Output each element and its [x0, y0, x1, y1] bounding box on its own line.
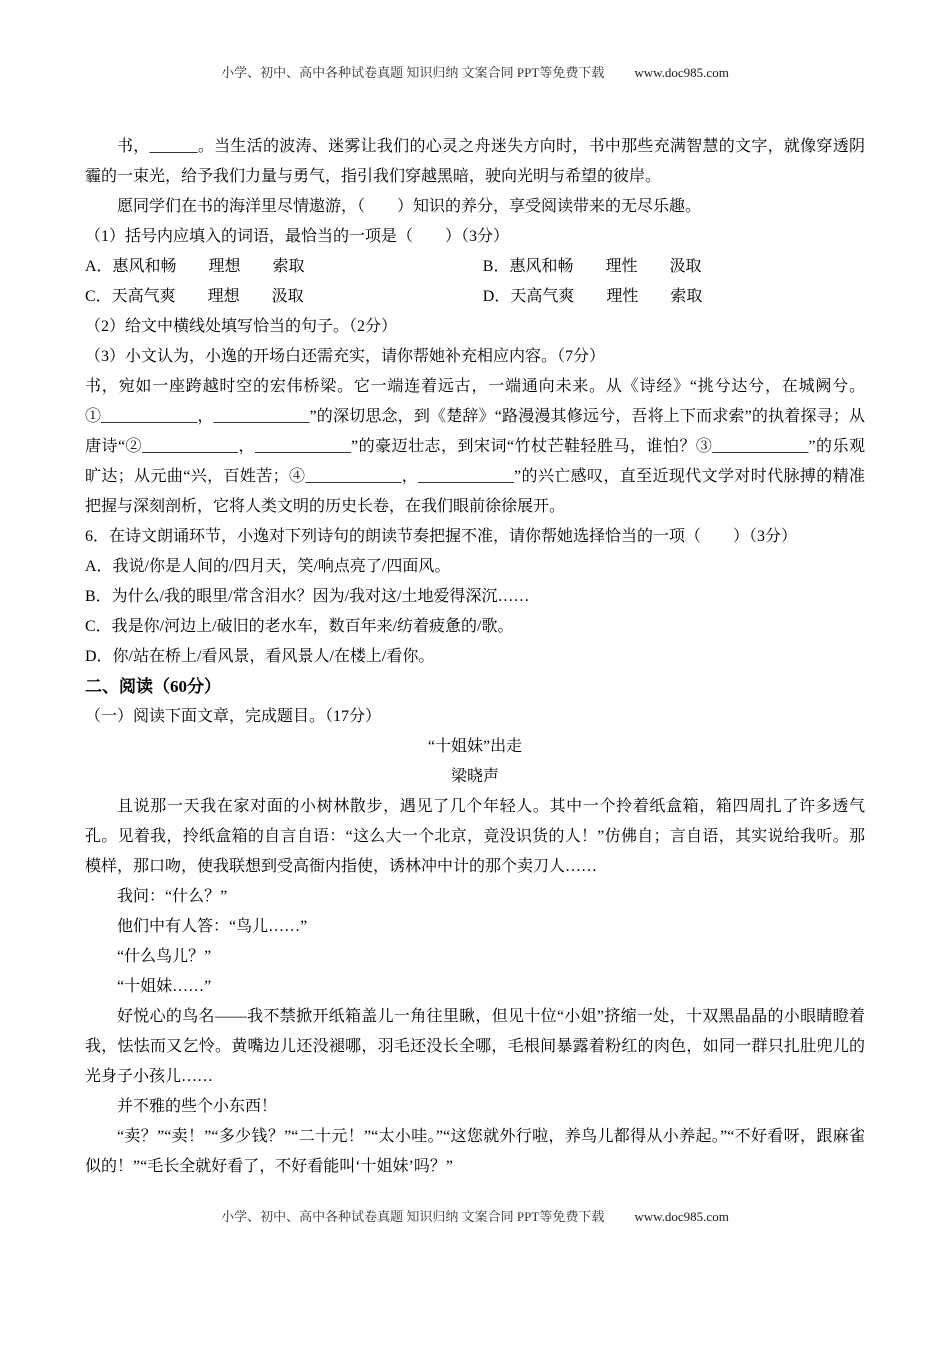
article-paragraph-3: 他们中有人答：“鸟儿……”	[117, 918, 308, 935]
intro-paragraph-1: 书，______。当生活的波涛、迷雾让我们的心灵之舟迷失方向时，书中那些充满智慧的文字，就像穿透阴霾的一束光，给予我们力量与勇气，指引我们穿越黑暗，驶向光明与希望的彼岸。	[85, 138, 865, 185]
article-paragraph-6: 好悦心的鸟名——我不禁掀开纸箱盖儿一角往里瞅，但见十位“小姐”挤缩一处，十双黑晶晶的小眼睛瞪着我，怯怯而又乞怜。黄嘴边儿还没褪哪，羽毛还没长全哪，毛根间暴露着粉红的肉色，如同一群只扎肚兜儿的光身子小孩儿……	[85, 1008, 865, 1085]
reading-section-intro: （一）阅读下面文章，完成题目。（17分）	[85, 708, 382, 725]
footer-text: 小学、初中、高中各种试卷真题 知识归纳 文案合同 PPT等免费下载	[221, 1209, 605, 1224]
question-6-prompt: 6．在诗文朗诵环节，小逸对下列诗句的朗读节奏把握不准，请你帮她选择恰当的一项（ ）（3分）	[85, 528, 798, 545]
question-6-option-a: A．我说/你是人间的/四月天，笑/响点亮了/四面风。	[85, 558, 451, 575]
question-6-option-c: C．我是你/河边上/破旧的老水车，数百年来/纺着疲惫的/歌。	[85, 618, 514, 635]
question-2-prompt: （2）给文中横线处填写恰当的句子。（2分）	[85, 318, 398, 335]
question-1-option-b: B．惠风和畅 理性 汲取	[482, 258, 702, 275]
page-header	[85, 64, 865, 82]
article-author: 梁晓声	[450, 768, 499, 785]
intro-paragraph-2: 愿同学们在书的海洋里尽情遨游，（ ）知识的养分，享受阅读带来的无尽乐趣。	[117, 198, 702, 215]
footer-url-link[interactable]: www.doc985.com	[634, 1209, 729, 1224]
question-1-options-row-2	[85, 282, 865, 312]
question-1-option-d: D．天高气爽 理性 索取	[482, 288, 703, 305]
question-1-option-a: A．惠风和畅 理想 索取	[85, 258, 305, 275]
article-paragraph-8: “卖？”“卖！”“多少钱？”“二十元！”“太小哇。”“这您就外行啦，养鸟儿都得从小养起。”“不好看呀，跟麻雀似的！”“毛长全就好看了，不好看能叫‘十姐妹’吗？”	[85, 1128, 865, 1175]
question-6-option-b: B．为什么/我的眼里/常含泪水？因为/我对这/土地爱得深沉……	[85, 588, 530, 605]
section-2-title: 二、阅读（60分）	[85, 677, 221, 696]
article-paragraph-4: “什么鸟儿？”	[117, 948, 212, 965]
question-1-prompt: （1）括号内应填入的词语，最恰当的一项是（ ）（3分）	[85, 228, 510, 245]
header-text: 小学、初中、高中各种试卷真题 知识归纳 文案合同 PPT等免费下载	[221, 65, 605, 80]
question-3-passage: 书，宛如一座跨越时空的宏伟桥梁。它一端连着远古，一端通向未来。从《诗经》“挑兮达兮，在城阙兮。①____________，____________”的深切思念，到《楚辞》“路漫漫其修远兮，吾将上下而求索”的执着探寻；从唐诗“②____________，____________”的豪迈壮志，到宋词“竹杖芒鞋轻胜马，谁怕？③____________”的乐观旷达；从元曲“兴，百姓苦；④____________，____________”的兴亡感叹，直至近现代文学对时代脉搏的精准把握与深刻剖析，它将人类文明的历史长卷，在我们眼前徐徐展开。	[85, 378, 865, 515]
article-title: “十姐妹”出走	[427, 738, 523, 755]
exam-content	[85, 132, 865, 1182]
article-paragraph-2: 我问：“什么？”	[117, 888, 228, 905]
question-6-option-d: D．你/站在桥上/看风景，看风景人/在楼上/看你。	[85, 648, 435, 665]
article-paragraph-7: 并不雅的些个小东西！	[117, 1098, 278, 1115]
question-1-option-c: C．天高气爽 理想 汲取	[85, 288, 304, 305]
page-footer	[85, 1182, 865, 1226]
article-paragraph-5: “十姐妹……”	[117, 978, 212, 995]
article-paragraph-1: 且说那一天我在家对面的小树林散步，遇见了几个年轻人。其中一个拎着纸盒箱，箱四周扎了许多透气孔。见着我，拎纸盒箱的自言自语：“这么大一个北京，竟没识货的人！”仿佛自；言自语，其实说给我听。那模样，那口吻，使我联想到受高衙内指使，诱林冲中计的那个卖刀人……	[85, 798, 865, 875]
question-3-prompt: （3）小文认为，小逸的开场白还需充实，请你帮她补充相应内容。（7分）	[85, 348, 606, 365]
header-url-link[interactable]: www.doc985.com	[634, 65, 729, 80]
question-1-options-row-1	[85, 252, 865, 282]
